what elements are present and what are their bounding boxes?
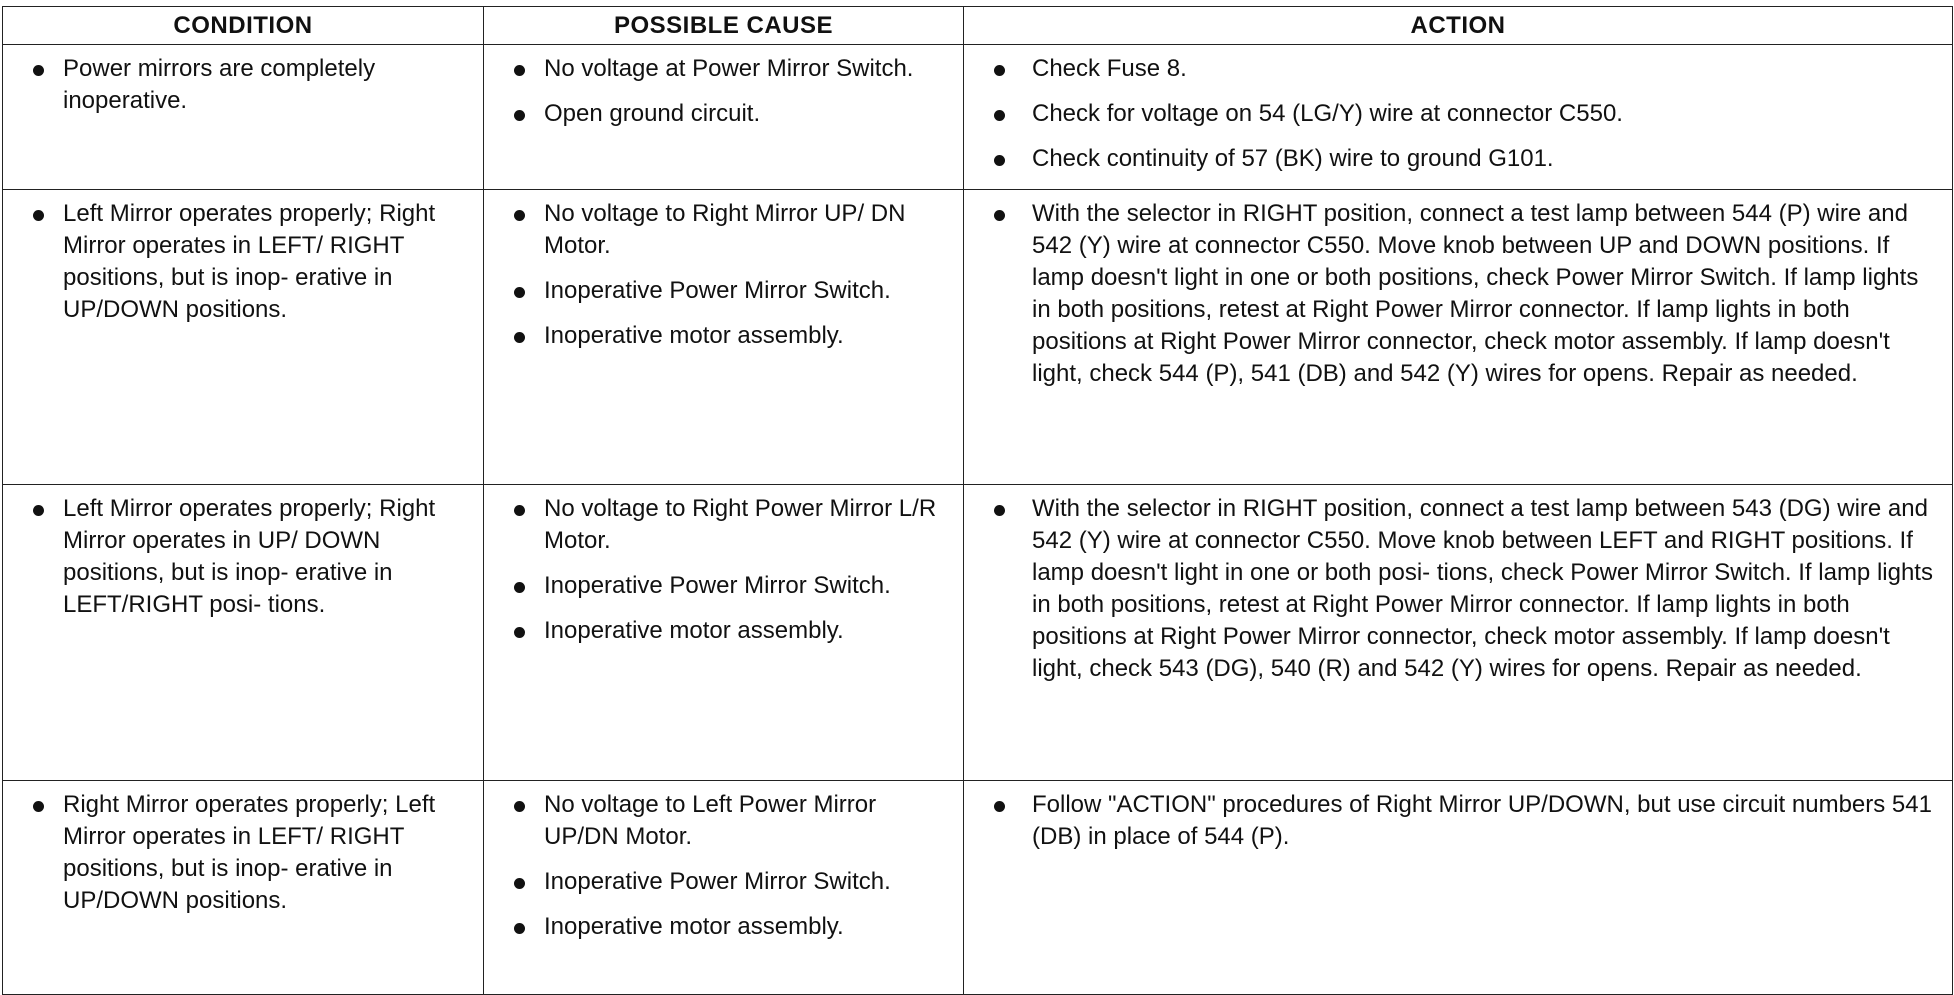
list-item — [972, 53, 1942, 85]
condition-text: Right Mirror operates properly; Left Mirror operates in LEFT/ RIGHT positions, but is inop- erative in UP/DOWN positions. — [63, 791, 436, 914]
list-item — [11, 789, 473, 917]
bullet-icon — [514, 332, 525, 343]
list-item — [492, 53, 953, 85]
bullet-icon — [514, 110, 525, 121]
table-row — [3, 485, 1953, 781]
list-item — [11, 53, 473, 117]
condition-cell — [3, 781, 484, 995]
cause-cell — [484, 485, 964, 781]
cause-text: Inoperative motor assembly. — [544, 913, 844, 940]
cause-cell — [484, 781, 964, 995]
possible-cause-header: POSSIBLE CAUSE — [484, 7, 964, 45]
action-cell — [964, 781, 1953, 995]
cause-text: Inoperative Power Mirror Switch. — [544, 277, 891, 304]
list-item — [972, 98, 1942, 130]
action-cell — [964, 45, 1953, 190]
bullet-icon — [994, 110, 1005, 121]
condition-text: Power mirrors are completely inoperative. — [63, 55, 376, 114]
cause-text: Inoperative Power Mirror Switch. — [544, 572, 891, 599]
cause-text: No voltage to Right Power Mirror L/R Motor. — [544, 495, 937, 554]
bullet-icon — [514, 801, 525, 812]
bullet-icon — [994, 505, 1005, 516]
list-item — [492, 98, 953, 130]
list-item — [972, 789, 1942, 853]
list-item — [11, 493, 473, 621]
list-item — [492, 275, 953, 307]
bullet-icon — [994, 210, 1005, 221]
action-header: ACTION — [964, 7, 1953, 45]
table-row — [3, 781, 1953, 995]
action-cell — [964, 190, 1953, 485]
bullet-icon — [514, 878, 525, 889]
diagnosis-table — [2, 6, 1953, 995]
action-cell — [964, 485, 1953, 781]
bullet-icon — [514, 505, 525, 516]
list-item — [972, 143, 1942, 175]
condition-cell — [3, 190, 484, 485]
cause-text: Inoperative Power Mirror Switch. — [544, 868, 891, 895]
list-item — [972, 198, 1942, 390]
list-item — [11, 198, 473, 326]
list-item — [492, 493, 953, 557]
action-text: With the selector in RIGHT position, connect a test lamp between 544 (P) wire and 542 (Y) wire at connector C550. Move knob between UP and DOWN positions. If lamp doesn't light in one or both positions, check Power Mirror Switch. If lamp lights in both positions, retest at Right Power Mirror connector. If lamp lights in both positions at Right Power Mirror connector, check motor assembly. If lamp doesn't light, check 544 (P), 541 (DB) and 542 (Y) wires for opens. Repair as needed. — [1032, 200, 1919, 387]
cause-text: No voltage at Power Mirror Switch. — [544, 55, 914, 82]
cause-text: No voltage to Left Power Mirror UP/DN Motor. — [544, 791, 877, 850]
cause-text: Inoperative motor assembly. — [544, 617, 844, 644]
bullet-icon — [514, 210, 525, 221]
action-text: Check continuity of 57 (BK) wire to ground G101. — [1032, 145, 1554, 172]
cause-cell — [484, 190, 964, 485]
bullet-icon — [33, 801, 44, 812]
bullet-icon — [514, 627, 525, 638]
list-item — [492, 198, 953, 262]
action-text: Follow "ACTION" procedures of Right Mirror UP/DOWN, but use circuit numbers 541 (DB) in place of 544 (P). — [1032, 791, 1932, 850]
condition-cell — [3, 485, 484, 781]
action-text: Check Fuse 8. — [1032, 55, 1187, 82]
list-item — [492, 911, 953, 943]
bullet-icon — [514, 582, 525, 593]
bullet-icon — [33, 65, 44, 76]
action-text: Check for voltage on 54 (LG/Y) wire at connector C550. — [1032, 100, 1623, 127]
cause-cell — [484, 45, 964, 190]
list-item — [972, 493, 1942, 685]
condition-header: CONDITION — [3, 7, 484, 45]
cause-text: Inoperative motor assembly. — [544, 322, 844, 349]
condition-text: Left Mirror operates properly; Right Mirror operates in UP/ DOWN positions, but is inop- erative in LEFT/RIGHT posi- tions. — [63, 495, 436, 618]
action-text: With the selector in RIGHT position, connect a test lamp between 543 (DG) wire and 542 (Y) wire at connector C550. Move knob between LEFT and RIGHT positions. If lamp doesn't light in one or both posi- tions, check Power Mirror Switch. If lamp lights in both positions, retest at Right Power Mirror connector. If lamp lights in both positions at Right Power Mirror connector, check motor assembly. If lamp doesn't light, check 543 (DG), 540 (R) and 542 (Y) wires for opens. Repair as needed. — [1032, 495, 1933, 682]
bullet-icon — [514, 923, 525, 934]
bullet-icon — [994, 65, 1005, 76]
list-item — [492, 320, 953, 352]
header-row — [3, 7, 1953, 45]
cause-text: Open ground circuit. — [544, 100, 761, 127]
bullet-icon — [994, 801, 1005, 812]
list-item — [492, 615, 953, 647]
bullet-icon — [514, 287, 525, 298]
table-row — [3, 45, 1953, 190]
condition-cell — [3, 45, 484, 190]
bullet-icon — [33, 505, 44, 516]
bullet-icon — [994, 155, 1005, 166]
table-row — [3, 190, 1953, 485]
list-item — [492, 866, 953, 898]
cause-text: No voltage to Right Mirror UP/ DN Motor. — [544, 200, 906, 259]
list-item — [492, 570, 953, 602]
condition-text: Left Mirror operates properly; Right Mirror operates in LEFT/ RIGHT positions, but is inop- erative in UP/DOWN positions. — [63, 200, 436, 323]
bullet-icon — [514, 65, 525, 76]
bullet-icon — [33, 210, 44, 221]
list-item — [492, 789, 953, 853]
